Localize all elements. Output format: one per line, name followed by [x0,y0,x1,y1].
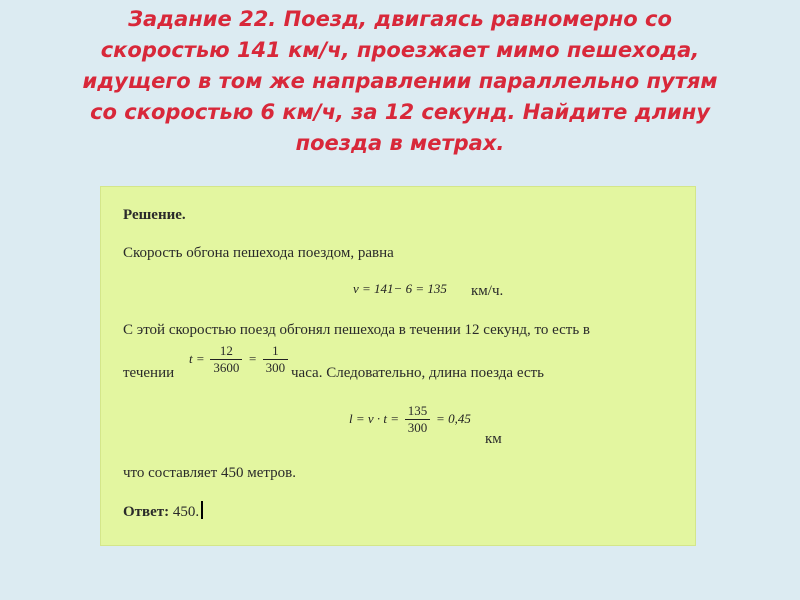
length-fraction-numerator: 135 [405,403,431,420]
time-equals: = [248,350,257,366]
time-variable: t = [189,350,205,366]
task-title-line-3: идущего в том же направлении параллельно путям [82,69,718,93]
speed-unit: км/ч. [471,283,504,299]
time-prefix: течении [123,365,175,381]
length-variable: l = v · t = [349,410,400,426]
length-fraction [405,403,431,436]
answer-value: 450. [172,504,200,520]
solution-heading: Решение. [123,207,186,223]
time-fraction-2-denominator: 300 [265,360,286,375]
time-fraction-2-numerator: 1 [263,343,289,360]
time-fraction-1-denominator: 3600 [213,360,240,375]
text-cursor [201,501,203,519]
solution-card [100,186,696,546]
speed-text: Скорость обгона пешехода поездом, равна [123,245,394,261]
time-fraction-1-numerator: 12 [210,343,242,360]
task-title-line-4: со скоростью 6 км/ч, за 12 секунд. Найдите длину [90,100,710,124]
time-formula [189,343,290,376]
answer-line [123,501,203,521]
time-text: С этой скоростью поезд обгонял пешехода в течении 12 секунд, то есть в [123,322,590,338]
speed-formula: v = 141− 6 = 135 [353,281,447,296]
time-fraction-1 [210,343,242,376]
meters-text: что составляет 450 метров. [123,465,296,481]
time-fraction-2 [263,343,289,376]
task-title-line-1: Задание 22. Поезд, двигаясь равномерно со [128,7,672,31]
length-formula [349,403,471,436]
length-result: = 0,45 [436,410,471,426]
length-unit: км [485,431,502,447]
task-title-line-5: поезда в метрах. [295,131,505,155]
task-title [40,4,760,159]
answer-label: Ответ: [123,504,170,520]
time-suffix: часа. Следовательно, длина поезда есть [291,365,544,381]
length-fraction-denominator: 300 [407,420,428,435]
task-title-line-2: скоростью 141 км/ч, проезжает мимо пешехода, [100,38,700,62]
